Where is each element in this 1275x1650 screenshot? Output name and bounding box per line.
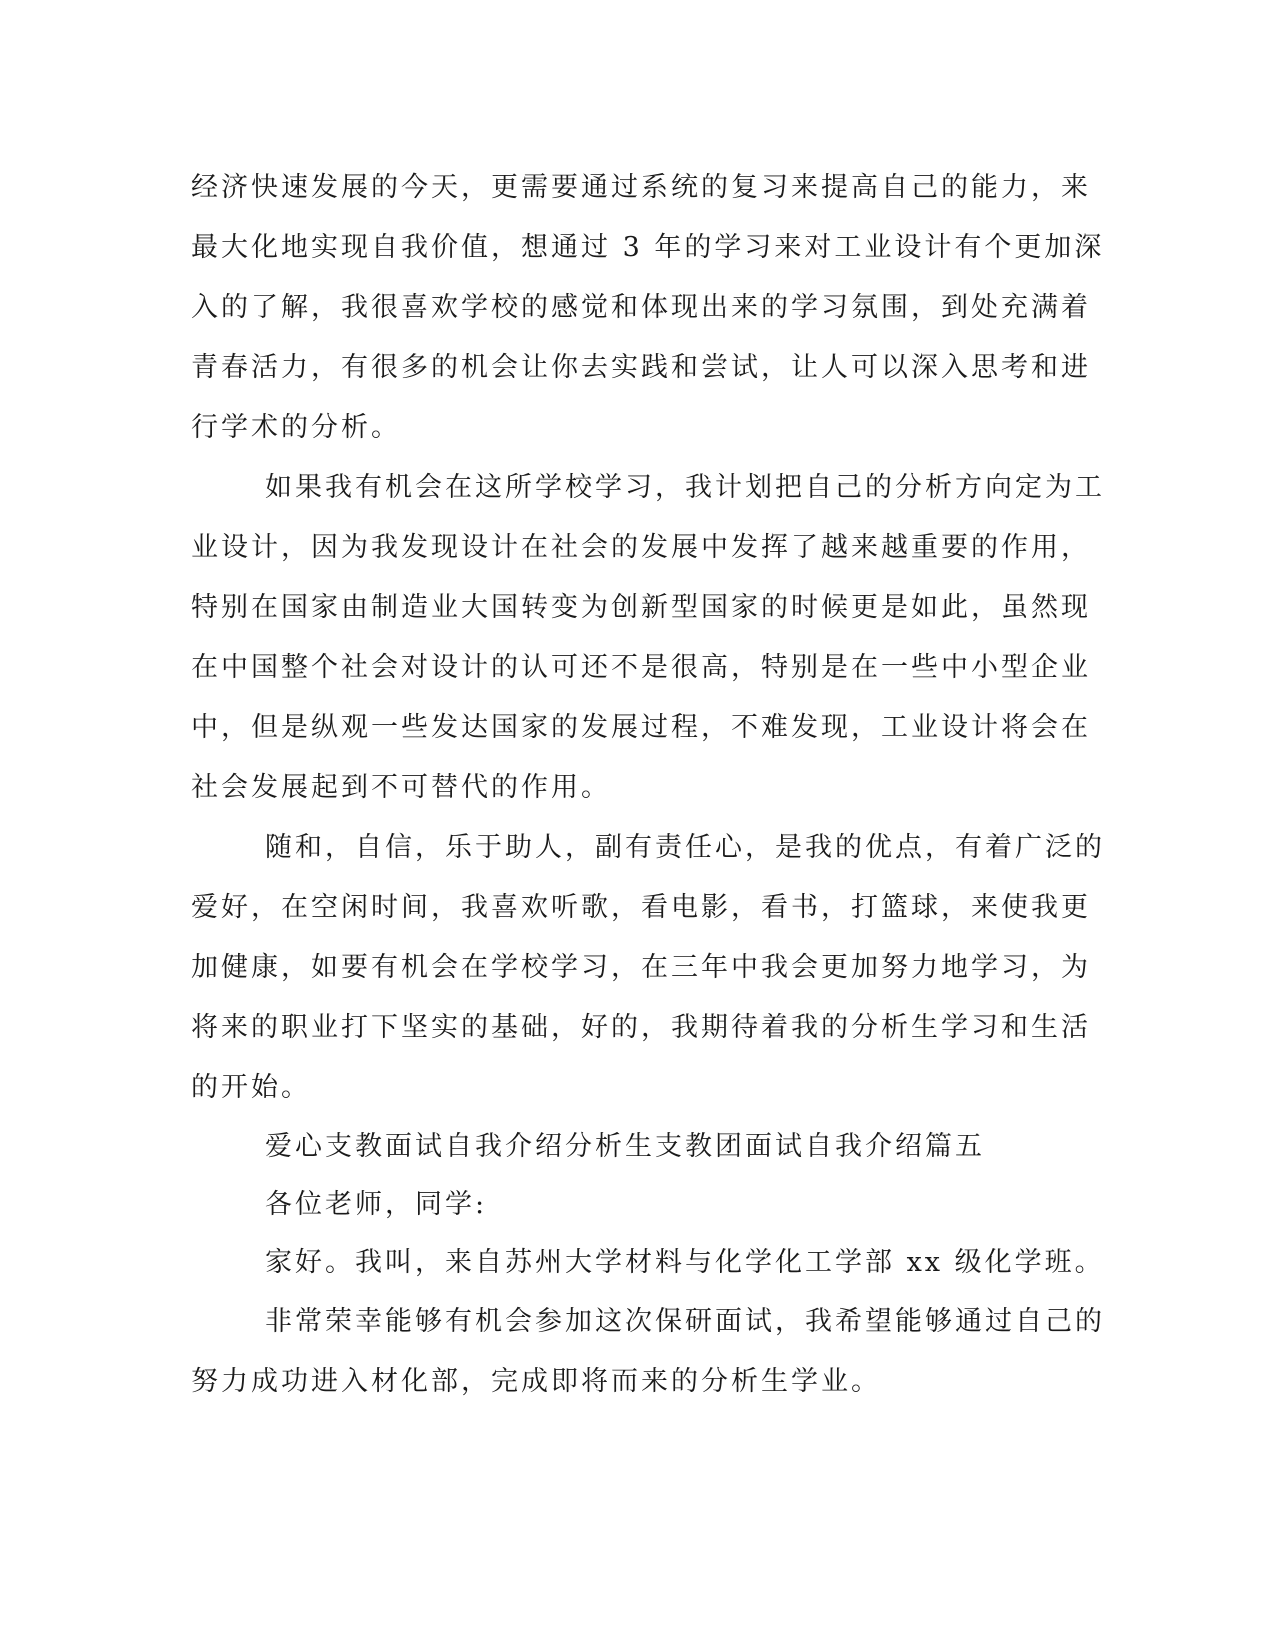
paragraph-line: 最大化地实现自我价值，想通过 3 年的学习来对工业设计有个更加深 [191, 232, 1105, 263]
paragraph-line: 在中国整个社会对设计的认可还不是很高，特别是在一些中小型企业 [191, 652, 1091, 683]
paragraph-line: 社会发展起到不可替代的作用。 [191, 772, 611, 803]
intro-line: 家好。我叫，来自苏州大学材料与化学化工学部 xx 级化学班。 [265, 1247, 1105, 1278]
paragraph-line: 经济快速发展的今天，更需要通过系统的复习来提高自己的能力，来 [191, 172, 1091, 203]
paragraph-line: 青春活力，有很多的机会让你去实践和尝试，让人可以深入思考和进 [191, 352, 1091, 383]
paragraph-4 [191, 1292, 1105, 1412]
paragraph-line: 行学术的分析。 [191, 412, 401, 443]
paragraph-1 [191, 158, 1105, 458]
paragraph-line: 特别在国家由制造业大国转变为创新型国家的时候更是如此，虽然现 [191, 592, 1091, 623]
paragraph-line: 的开始。 [191, 1072, 311, 1103]
paragraph-line: 努力成功进入材化部，完成即将而来的分析生学业。 [191, 1366, 881, 1397]
paragraph-line: 随和，自信，乐于助人，副有责任心，是我的优点，有着广泛的 [265, 832, 1105, 863]
paragraph-line: 将来的职业打下坚实的基础，好的，我期待着我的分析生学习和生活 [191, 1012, 1091, 1043]
document-body [191, 158, 1105, 1412]
section-heading: 爱心支教面试自我介绍分析生支教团面试自我介绍篇五 [265, 1131, 985, 1162]
paragraph-line: 业设计，因为我发现设计在社会的发展中发挥了越来越重要的作用， [191, 532, 1091, 563]
paragraph-line: 加健康，如要有机会在学校学习，在三年中我会更加努力地学习，为 [191, 952, 1091, 983]
paragraph-line: 爱好，在空闲时间，我喜欢听歌，看电影，看书，打篮球，来使我更 [191, 892, 1091, 923]
paragraph-line: 如果我有机会在这所学校学习，我计划把自己的分析方向定为工 [265, 472, 1105, 503]
paragraph-line: 非常荣幸能够有机会参加这次保研面试，我希望能够通过自己的 [265, 1306, 1105, 1337]
intro-section [191, 1118, 1105, 1292]
paragraph-line: 入的了解，我很喜欢学校的感觉和体现出来的学习氛围，到处充满着 [191, 292, 1091, 323]
paragraph-3 [191, 818, 1105, 1118]
paragraph-line: 中，但是纵观一些发达国家的发展过程，不难发现，工业设计将会在 [191, 712, 1091, 743]
paragraph-2 [191, 458, 1105, 818]
salutation: 各位老师，同学: [265, 1189, 488, 1220]
